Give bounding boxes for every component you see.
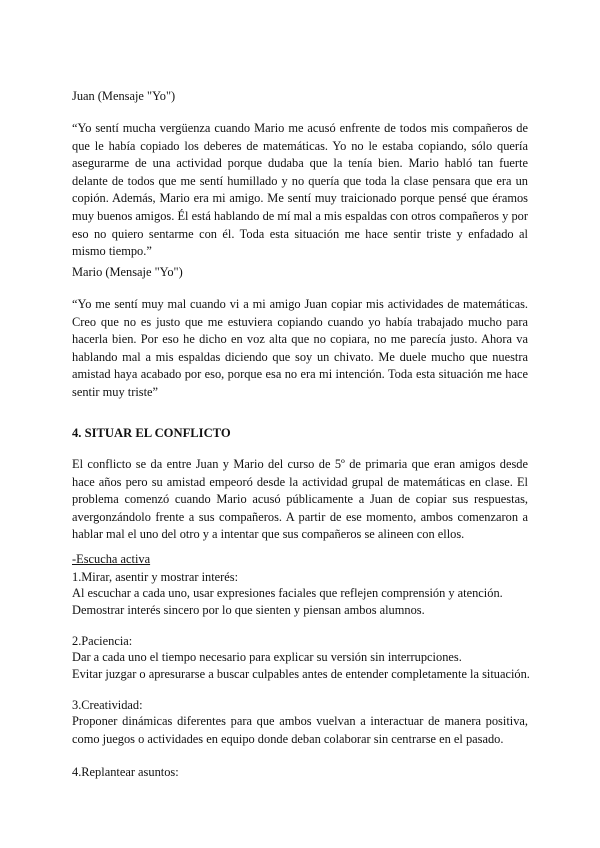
item-3-title: 3.Creatividad: bbox=[72, 698, 143, 712]
juan-quote: “Yo sentí mucha vergüenza cuando Mario me acusó enfrente de todos mis compañeros de que le había copiado los deberes de matemáticas. Yo no le estaba copiando, sólo quería asegurarme de una actividad porque dudaba que la tenía bien. Mario habló tan fuerte delante de todos que me sentí humillado y no quería que toda la clase pensara que era un copión. Además, Mario era mi amigo. Me sentí muy traicionado porque pensé que éramos muy buenos amigos. Él está hablando de mí mal a mis espaldas con otros compañeros y por eso no quiero sentarme con él. Toda esta situación me hace sentir triste y enfadado al mismo tiempo.” bbox=[72, 121, 528, 259]
mario-quote: “Yo me sentí muy mal cuando vi a mi amigo Juan copiar mis actividades de matemáticas. Creo que no es justo que me estuviera copiando cuando yo había trabajado mucho para hacerla bien. Por eso he dicho en voz alta que no copiara, no me parecía justo. Ahora va hablando mal a mis espaldas diciendo que soy un chivato. Me duele mucho que nuestra amistad haya acabado por eso, porque esa no era mi intención. Toda esta situación me hace sentir muy triste” bbox=[72, 297, 528, 399]
juan-heading: Juan (Mensaje "Yo") bbox=[72, 89, 176, 103]
item-1-line-2: Demostrar interés sincero por lo que sienten y piensan ambos alumnos. bbox=[72, 603, 425, 617]
item-3-body: Proponer dinámicas diferentes para que ambos vuelvan a interactuar de manera positiva, como juegos o actividades en equipo donde deban colaborar sin centrarse en el pasado. bbox=[72, 714, 528, 746]
section-4-body: El conflicto se da entre Juan y Mario del curso de 5º de primaria que eran amigos desde hace años pero su amistad empeoró desde la actividad grupal de matemáticas en clase. El problema comenzó cuando Mario acusó públicamente a Juan de copiar sus respuestas, avergonzándolo frente a sus compañeros. A partir de ese momento, ambos comenzaron a hablar mal el uno del otro y a intentar que sus compañeros se alineen con ellos. bbox=[72, 457, 528, 542]
item-2-title: 2.Paciencia: bbox=[72, 634, 133, 648]
active-listening-heading: -Escucha activa bbox=[72, 552, 151, 566]
item-4-title: 4.Replantear asuntos: bbox=[72, 765, 179, 779]
item-1-line-1: Al escuchar a cada uno, usar expresiones faciales que reflejen comprensión y atención. bbox=[72, 586, 503, 600]
item-1-title: 1.Mirar, asentir y mostrar interés: bbox=[72, 570, 239, 584]
section-4-title: 4. SITUAR EL CONFLICTO bbox=[72, 426, 231, 440]
item-2-line-1: Dar a cada uno el tiempo necesario para explicar su versión sin interrupciones. bbox=[72, 650, 462, 664]
mario-heading: Mario (Mensaje "Yo") bbox=[72, 265, 183, 279]
item-2-line-2: Evitar juzgar o apresurarse a buscar culpables antes de entender completamente la situación. bbox=[72, 667, 530, 681]
